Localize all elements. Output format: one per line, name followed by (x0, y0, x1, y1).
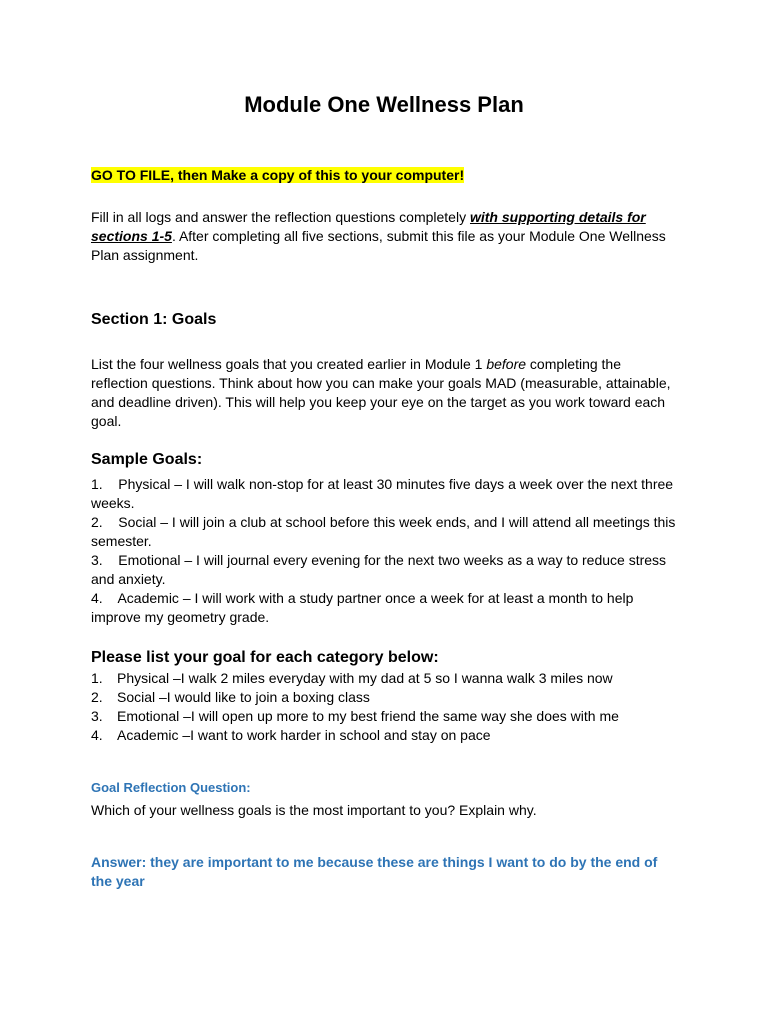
goal-list-item (91, 707, 681, 726)
sample-goal-item: 2. Social – I will join a club at school before this week ends, and I will attend all meetings this semester. (91, 514, 680, 549)
section-1-instructions (91, 355, 681, 431)
goal-list-item (91, 688, 681, 707)
goal-text: Emotional –I will open up more to my best friend the same way she does with me (117, 708, 619, 724)
sample-goal-item: 1. Physical – I will walk non-stop for at least 30 minutes five days a week over the next three weeks. (91, 476, 677, 511)
intro-emphasis: with supporting details for sections 1-5 (91, 209, 646, 244)
reflection-question: Which of your wellness goals is the most important to you? Explain why. (91, 802, 537, 818)
intro-text-before: Fill in all logs and answer the reflection questions completely (91, 209, 470, 225)
goal-number: 3. (91, 708, 103, 724)
goal-list (91, 669, 681, 745)
goal-number: 2. (91, 689, 103, 705)
section-1-heading: Section 1: Goals (91, 311, 217, 328)
copy-notice (91, 165, 464, 185)
section-1-text-italic: before (486, 356, 527, 372)
goal-list-item (91, 726, 681, 745)
section-1-text-after: completing the reflection questions. Think about how you can make your goals MAD (measurable, attainable, and deadline driven). This will help you keep your eye on the target as you work toward each goal. (91, 356, 671, 429)
sample-goal-item: 3. Emotional – I will journal every evening for the next two weeks as a way to reduce stress and anxiety. (91, 552, 670, 587)
copy-notice-text: GO TO FILE, then Make a copy of this to your computer! (91, 167, 465, 183)
goal-list-heading: Please list your goal for each category below: (91, 649, 439, 666)
goal-text: Academic –I want to work harder in school and stay on pace (117, 727, 491, 743)
section-1-text-before: List the four wellness goals that you created earlier in Module 1 (91, 356, 487, 372)
goal-number: 1. (91, 670, 103, 686)
reflection-heading: Goal Reflection Question: (91, 780, 251, 795)
sample-goals-list (91, 475, 681, 627)
reflection-answer: Answer: they are important to me because these are things I want to do by the end of the year (91, 854, 658, 889)
document-title: Module One Wellness Plan (244, 92, 524, 117)
sample-goals-heading: Sample Goals: (91, 451, 203, 468)
goal-number: 4. (91, 727, 103, 743)
goal-text: Physical –I walk 2 miles everyday with my dad at 5 so I wanna walk 3 miles now (117, 670, 613, 686)
intro-paragraph (91, 208, 681, 265)
goal-text: Social –I would like to join a boxing class (117, 689, 370, 705)
sample-goal-item: 4. Academic – I will work with a study partner once a week for at least a month to help improve my geometry grade. (91, 590, 638, 625)
goal-list-item (91, 669, 681, 688)
intro-text-after: . After completing all five sections, submit this file as your Module One Wellness Plan assignment. (91, 228, 666, 263)
